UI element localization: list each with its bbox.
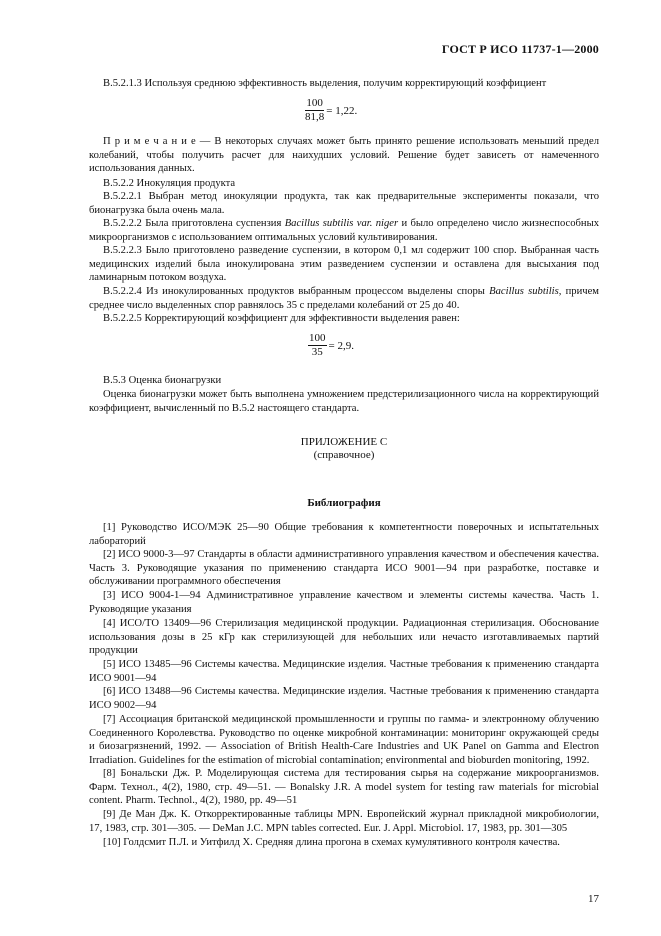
bibliography-item: [10] Голдсмит П.Л. и Уитфилд Х. Средняя длина прогона в схемах кумулятивного контроля качества. (103, 837, 560, 848)
species-name: Bacillus subtilis var. niger (284, 218, 399, 229)
bibliography-item: [1] Руководство ИСО/МЭК 25—90 Общие требования к компетентности поверочных и испытательных лабораторий (89, 522, 599, 547)
bibliography-item: [4] ИСО/ТО 13409—96 Стерилизация медицинской продукции. Радиационная стерилизация. Обоснование использования дозы в 25 кГр как стерилизующей для небольших или нечасто изготавливаемых партий продукции (89, 618, 599, 657)
paragraph-b5224: В.5.2.2.4 Из инокулированных продуктов выбранным процессом выделены споры Bacillus subtilis, причем среднее число выделенных спор равнялось 35 с пределами колебаний от 25 до 40. (89, 286, 599, 311)
running-header: ГОСТ Р ИСО 11737-1—2000 (441, 42, 599, 56)
formula-correction-1 (305, 97, 357, 124)
bibliography-item: [9] Де Ман Дж. К. Откорректированные таблицы MPN. Европейский журнал прикладной микробиологии, 17, 1983, стр. 301—305. — DeMan J.C. MPN tables corrected. Eur. J. Appl. Microbiol. 17, 1983, pp. 301—305 (89, 809, 599, 834)
formula-1-result: = 1,22. (326, 104, 358, 117)
formula-2-result: = 2,9. (328, 339, 354, 352)
appendix-subtitle: (справочное) (313, 449, 375, 461)
formula-2-denominator: 35 (311, 346, 323, 358)
page-number: 17 (588, 893, 599, 905)
species-name: Bacillus subtilis, (489, 286, 562, 297)
heading-b522: В.5.2.2 Инокуляция продукта (103, 178, 236, 189)
paragraph-b5213: В.5.2.1.3 Используя среднюю эффективность выделения, получим корректирующий коэффициент (103, 78, 547, 89)
heading-b53: В.5.3 Оценка бионагрузки (103, 375, 222, 386)
note-label: П р и м е ч а н и е (103, 136, 196, 147)
formula-1-numerator: 100 (306, 97, 323, 109)
bibliography-item: [7] Ассоциация британской медицинской промышленности и группы по гамма- и электронному облучению Соединенного Королевства. Руководство по оценке микробной контаминации: мониторинг окружающей среды и биозагрязнений, 1992. — Association of British Health-Care Industries and UK Panel on Gamma and Electron Irradiation. Guidelines for the estimation of microbial contamination; environmental and bioburden monitoring, 1992. (89, 714, 599, 766)
paragraph-b5223: В.5.2.2.3 Было приготовлено разведение суспензии, в котором 0,1 мл содержит 100 спор. Выбранная часть медицинских изделий была инокулирована этим разведением суспензии и оставлена для высыхания под ламинарным потоком воздуха. (89, 245, 599, 284)
bibliography-title: Библиография (307, 497, 381, 509)
formula-correction-2 (308, 332, 354, 359)
bibliography-item: [6] ИСО 13488—96 Системы качества. Медицинские изделия. Частные требования к применению стандарта ИСО 9002—94 (89, 686, 599, 711)
paragraph-b5222: В.5.2.2.2 Была приготовлена суспензия Bacillus subtilis var. niger и было определено число жизнеспособных микроорганизмов с использованием оптимальных условий культивирования. (89, 218, 600, 243)
bibliography-item: [2] ИСО 9000-3—97 Стандарты в области административного управления качеством и обеспечения качества. Часть 3. Руководящие указания по применению стандарта ИСО 9001—94 при разработке, поставке и обслуживании программного обеспечения (89, 549, 599, 588)
appendix-title: ПРИЛОЖЕНИЕ С (300, 436, 388, 448)
formula-2-numerator: 100 (309, 332, 326, 344)
note-text: — В некоторых случаях может быть принято решение использовать меньший предел колебаний, чтобы получить расчет для наихудших условий. Решение будет зависеть от намеченного использования данных. (89, 136, 599, 175)
bibliography-item: [8] Бональски Дж. Р. Моделирующая система для тестирования сырья на содержание микроорганизмов. Фарм. Технол., 4(2), 1980, стр. 49—51. — Bonalsky J.R. A model system for testing raw materials for microbial content. Pharm. Technol., 4(2), 1980, pp. 49—51 (89, 768, 599, 807)
paragraph-b53: Оценка бионагрузки может быть выполнена умножением предстерилизационного числа на корректирующий коэффициент, вычисленный по В.5.2 настоящего стандарта. (89, 389, 599, 414)
paragraph-b5221: В.5.2.2.1 Выбран метод инокуляции продукта, так как предварительные эксперименты показали, что бионагрузка была очень мала. (89, 191, 599, 216)
bibliography-item: [3] ИСО 9004-1—94 Административное управление качеством и элементы системы качества. Часть 1. Руководящие указания (89, 590, 599, 615)
formula-1-denominator: 81,8 (305, 111, 325, 123)
paragraph-b5225: В.5.2.2.5 Корректирующий коэффициент для эффективности выделения равен: (103, 313, 460, 324)
note-paragraph (89, 135, 599, 176)
bibliography-item: [5] ИСО 13485—96 Системы качества. Медицинские изделия. Частные требования к применению стандарта ИСО 9001—94 (89, 659, 599, 684)
